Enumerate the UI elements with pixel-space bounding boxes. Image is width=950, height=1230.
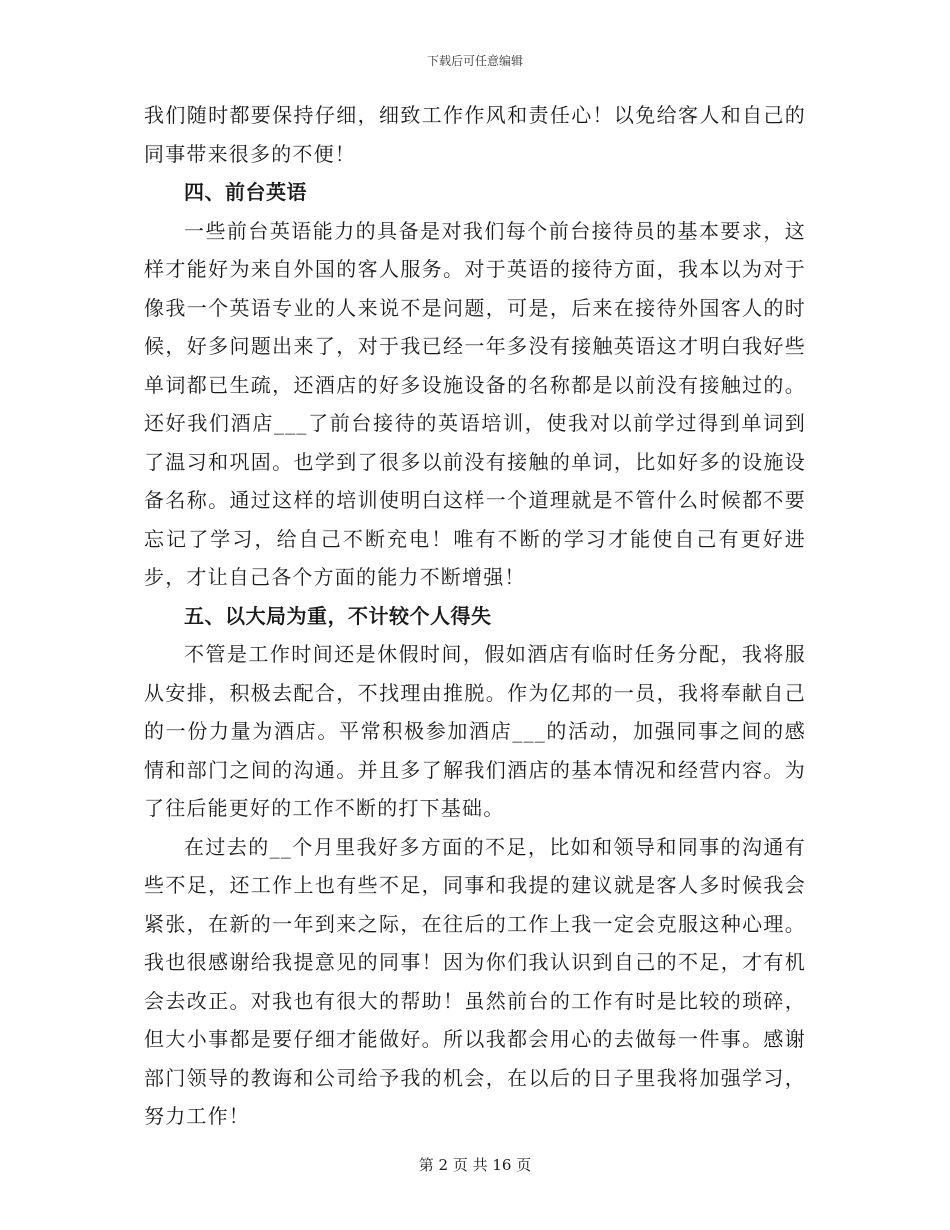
page-number: 第 2 页 共 16 页 xyxy=(418,1156,532,1174)
paragraph-overall-situation: 不管是工作时间还是休假时间，假如酒店有临时任务分配，我将服从安排，积极去配合，不找理由推脱。作为亿邦的一员，我将奉献自己的一份力量为酒店。平常积极参加酒店___的活动，加强同事之间的感情和部门之间的沟通。并且多了解我们酒店的基本情况和经营内容。为了往后能更好的工作不断的打下基础。 xyxy=(144,642,806,820)
paragraph-continued: 我们随时都要保持仔细，细致工作作风和责任心！以免给客人和自己的同事带来很多的不便！ xyxy=(144,103,806,166)
section-heading-5: 五、以大局为重，不计较个人得失 xyxy=(184,603,492,628)
page-header-watermark: 下载后可任意编辑 xyxy=(426,54,523,68)
paragraph-summary: 在过去的__个月里我好多方面的不足，比如和领导和同事的沟通有些不足，还工作上也有些不足，同事和我提的建议就是客人多时候我会紧张，在新的一年到来之际，在往后的工作上我一定会克服这种心理。我也很感谢给我提意见的同事！因为你们我认识到自己的不足，才有机会去改正。对我也有很大的帮助！虽然前台的工作有时是比较的琐碎，但大小事都是要仔细才能做好。所以我都会用心的去做每一件事。感谢部门领导的教诲和公司给予我的机会，在以后的日子里我将加强学习，努力工作！ xyxy=(144,834,806,1128)
paragraph-front-desk-english: 一些前台英语能力的具备是对我们每个前台接待员的基本要求，这样才能好为来自外国的客人服务。对于英语的接待方面，我本以为对于像我一个英语专业的人来说不是问题，可是，后来在接待外国客人的时候，好多问题出来了，对于我已经一年多没有接触英语这才明白我好些单词都已生疏，还酒店的好多设施设备的名称都是以前没有接触过的。还好我们酒店___了前台接待的英语培训，使我对以前学过得到单词到了温习和巩固。也学到了很多以前没有接触的单词，比如好多的设施设备名称。通过这样的培训使明白这样一个道理就是不管什么时候都不要忘记了学习，给自己不断充电！唯有不断的学习才能使自己有更好进步，才让自己各个方面的能力不断增强！ xyxy=(144,218,806,589)
document-body xyxy=(144,96,806,1136)
section-heading-4: 四、前台英语 xyxy=(184,180,307,204)
